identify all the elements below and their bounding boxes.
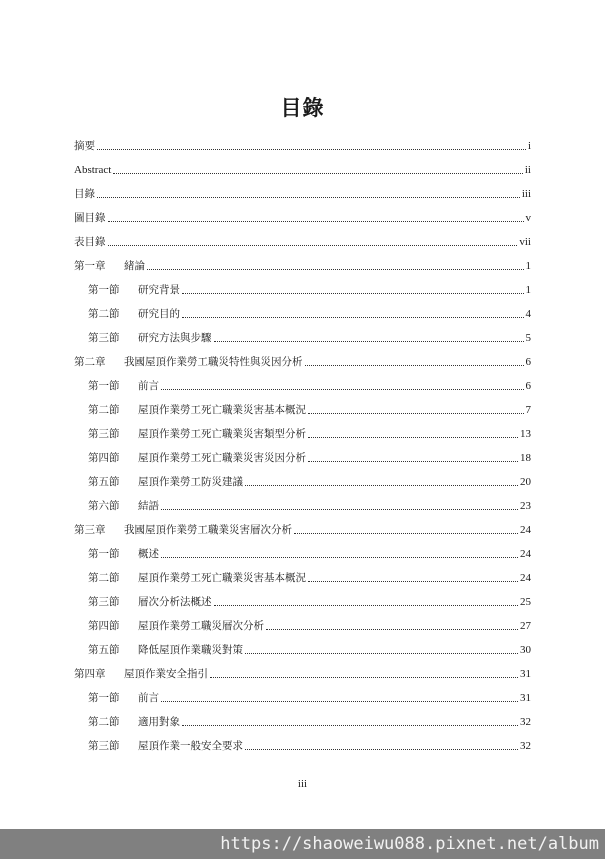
dot-leader [214, 341, 524, 342]
toc-entry[interactable] [74, 249, 531, 273]
toc-entry-number: 第三節 [88, 428, 120, 440]
dot-leader [97, 149, 526, 150]
toc-entry[interactable] [74, 177, 531, 201]
toc-entry[interactable] [74, 657, 531, 681]
toc-entry-page: v [525, 212, 531, 224]
dot-leader [161, 701, 518, 702]
toc-entry-title: 屋頂作業一般安全要求 [138, 740, 243, 752]
toc-entry-number: 第三章 [74, 524, 106, 536]
dot-leader [305, 365, 524, 366]
toc-entry[interactable] [74, 201, 531, 225]
toc-entry-page: 1 [525, 260, 531, 272]
table-of-contents [74, 129, 531, 753]
dot-leader [182, 293, 524, 294]
toc-entry[interactable] [74, 489, 531, 513]
toc-entry-title: 表目錄 [74, 236, 106, 248]
toc-entry-title: 圖目錄 [74, 212, 106, 224]
toc-entry-title: 層次分析法概述 [138, 596, 212, 608]
toc-entry[interactable] [74, 585, 531, 609]
dot-leader [113, 173, 523, 174]
toc-entry[interactable] [74, 297, 531, 321]
toc-entry-title: 我國屋頂作業勞工職業災害層次分析 [124, 524, 292, 536]
dot-leader [214, 605, 519, 606]
dot-leader [161, 557, 518, 558]
toc-entry-page: i [527, 140, 531, 152]
dot-leader [266, 629, 518, 630]
toc-entry-title: 屋頂作業勞工死亡職業災害基本概況 [138, 572, 306, 584]
toc-entry-title: 結語 [138, 500, 159, 512]
toc-entry-page: 18 [520, 452, 531, 464]
toc-entry[interactable] [74, 513, 531, 537]
toc-entry-number: 第一節 [88, 692, 120, 704]
toc-entry-title: 屋頂作業勞工死亡職業災害災因分析 [138, 452, 306, 464]
dot-leader [308, 437, 518, 438]
toc-entry-number: 第三節 [88, 740, 120, 752]
toc-entry-page: 32 [520, 716, 531, 728]
toc-entry[interactable] [74, 441, 531, 465]
toc-entry-number: 第四節 [88, 620, 120, 632]
toc-entry-page: 27 [520, 620, 531, 632]
toc-entry-page: 23 [520, 500, 531, 512]
toc-entry-page: 5 [525, 332, 531, 344]
toc-entry-title: 摘要 [74, 140, 95, 152]
toc-entry-number: 第二章 [74, 356, 106, 368]
toc-entry[interactable] [74, 465, 531, 489]
toc-entry-number: 第一節 [88, 284, 120, 296]
toc-entry-page: 30 [520, 644, 531, 656]
toc-entry-page: iii [521, 188, 531, 200]
toc-entry-title: 前言 [138, 380, 159, 392]
toc-entry-title: 降低屋頂作業職災對策 [138, 644, 243, 656]
dot-leader [161, 389, 524, 390]
toc-entry[interactable] [74, 225, 531, 249]
toc-entry[interactable] [74, 321, 531, 345]
toc-entry-title: 屋頂作業勞工防災建議 [138, 476, 243, 488]
toc-entry-page: 31 [520, 668, 531, 680]
toc-entry-number: 第二節 [88, 572, 120, 584]
toc-entry-page: 1 [525, 284, 531, 296]
toc-entry-number: 第二節 [88, 308, 120, 320]
toc-entry-page: 32 [520, 740, 531, 752]
toc-entry-title: 適用對象 [138, 716, 180, 728]
dot-leader [182, 725, 518, 726]
toc-entry-page: 24 [520, 572, 531, 584]
dot-leader [308, 581, 518, 582]
toc-entry-title: 屋頂作業勞工職災層次分析 [138, 620, 264, 632]
toc-entry-page: ii [524, 164, 531, 176]
toc-entry-page: 13 [520, 428, 531, 440]
toc-entry-title: Abstract [74, 164, 112, 176]
toc-entry-page: vii [519, 236, 531, 248]
dot-leader [108, 245, 518, 246]
toc-entry[interactable] [74, 705, 531, 729]
toc-entry-page: 31 [520, 692, 531, 704]
toc-entry[interactable] [74, 561, 531, 585]
dot-leader [147, 269, 524, 270]
toc-entry-number: 第三節 [88, 596, 120, 608]
toc-entry-number: 第六節 [88, 500, 120, 512]
page-title: 目錄 [280, 96, 325, 120]
toc-entry-number: 第五節 [88, 644, 120, 656]
toc-entry-page: 6 [525, 356, 531, 368]
dot-leader [308, 413, 524, 414]
dot-leader [245, 653, 518, 654]
toc-entry-number: 第二節 [88, 716, 120, 728]
toc-entry-title: 我國屋頂作業勞工職災特性與災因分析 [124, 356, 303, 368]
toc-entry-number: 第四章 [74, 668, 106, 680]
toc-entry-page: 20 [520, 476, 531, 488]
toc-entry-number: 第一節 [88, 548, 120, 560]
toc-entry-title: 緒論 [124, 260, 145, 272]
toc-entry-number: 第三節 [88, 332, 120, 344]
toc-entry[interactable] [74, 609, 531, 633]
dot-leader [294, 533, 518, 534]
toc-entry[interactable] [74, 729, 531, 753]
toc-entry-title: 屋頂作業勞工死亡職業災害類型分析 [138, 428, 306, 440]
toc-entry[interactable] [74, 129, 531, 153]
toc-entry[interactable] [74, 273, 531, 297]
toc-entry-number: 第五節 [88, 476, 120, 488]
watermark-url: https://shaoweiwu088.pixnet.net/album [0, 829, 605, 859]
toc-entry-page: 4 [525, 308, 531, 320]
dot-leader [108, 221, 524, 222]
toc-entry-title: 研究目的 [138, 308, 180, 320]
toc-entry-title: 研究背景 [138, 284, 180, 296]
toc-entry-title: 目錄 [74, 188, 95, 200]
toc-entry-number: 第二節 [88, 404, 120, 416]
toc-entry-number: 第一章 [74, 260, 106, 272]
toc-entry[interactable] [74, 345, 531, 369]
dot-leader [245, 749, 518, 750]
toc-entry[interactable] [74, 393, 531, 417]
toc-entry-title: 屋頂作業勞工死亡職業災害基本概況 [138, 404, 306, 416]
toc-entry-page: 6 [525, 380, 531, 392]
dot-leader [308, 461, 518, 462]
toc-entry[interactable] [74, 537, 531, 561]
dot-leader [245, 485, 518, 486]
toc-entry-title: 研究方法與步驟 [138, 332, 212, 344]
dot-leader [210, 677, 518, 678]
toc-entry-number: 第一節 [88, 380, 120, 392]
dot-leader [182, 317, 524, 318]
dot-leader [97, 197, 520, 198]
dot-leader [161, 509, 518, 510]
toc-entry-title: 屋頂作業安全指引 [124, 668, 208, 680]
toc-entry-page: 25 [520, 596, 531, 608]
toc-entry[interactable] [74, 417, 531, 441]
toc-entry[interactable] [74, 633, 531, 657]
toc-entry-number: 第四節 [88, 452, 120, 464]
toc-entry-title: 概述 [138, 548, 159, 560]
toc-entry-title: 前言 [138, 692, 159, 704]
toc-entry-page: 24 [520, 548, 531, 560]
toc-entry[interactable] [74, 369, 531, 393]
toc-entry-page: 24 [520, 524, 531, 536]
toc-entry-page: 7 [525, 404, 531, 416]
toc-entry[interactable] [74, 153, 531, 177]
toc-entry[interactable] [74, 681, 531, 705]
page-number: iii [297, 778, 308, 790]
